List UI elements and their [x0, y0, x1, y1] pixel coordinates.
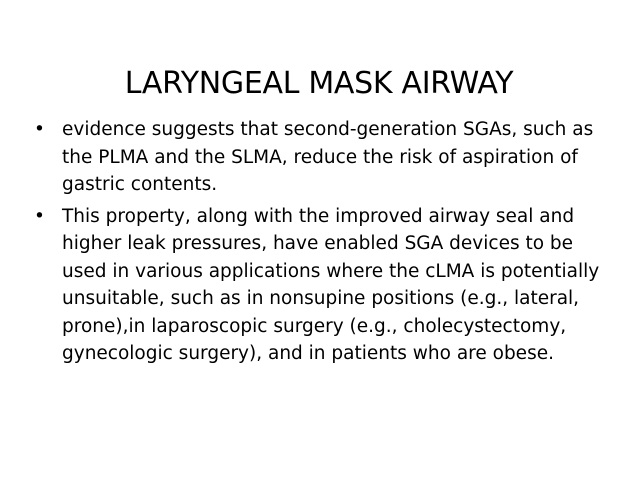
bullet-list: [34, 116, 614, 372]
bullet-item: [34, 116, 614, 199]
bullet-point-icon: •: [34, 119, 45, 140]
bullet-text: evidence suggests that second-generation SGAs, such as the PLMA and the SLMA, reduce the risk of aspiration of gastric contents.: [62, 119, 594, 195]
bullet-item: [34, 203, 614, 368]
bullet-point-icon: •: [34, 205, 45, 227]
slide-title: LARYNGEAL MASK AIRWAY: [124, 66, 514, 102]
bullet-text: This property, along with the improved airway seal and higher leak pressures, have enabled SGA devices to be used in various applications where the cLMA is potentially unsuitable, such as in nonsupine positions (e.g., lateral, prone),in laparoscopic surgery (e.g., cholecystectomy, gynecologic surgery), and in patients who are obese.: [62, 205, 600, 364]
